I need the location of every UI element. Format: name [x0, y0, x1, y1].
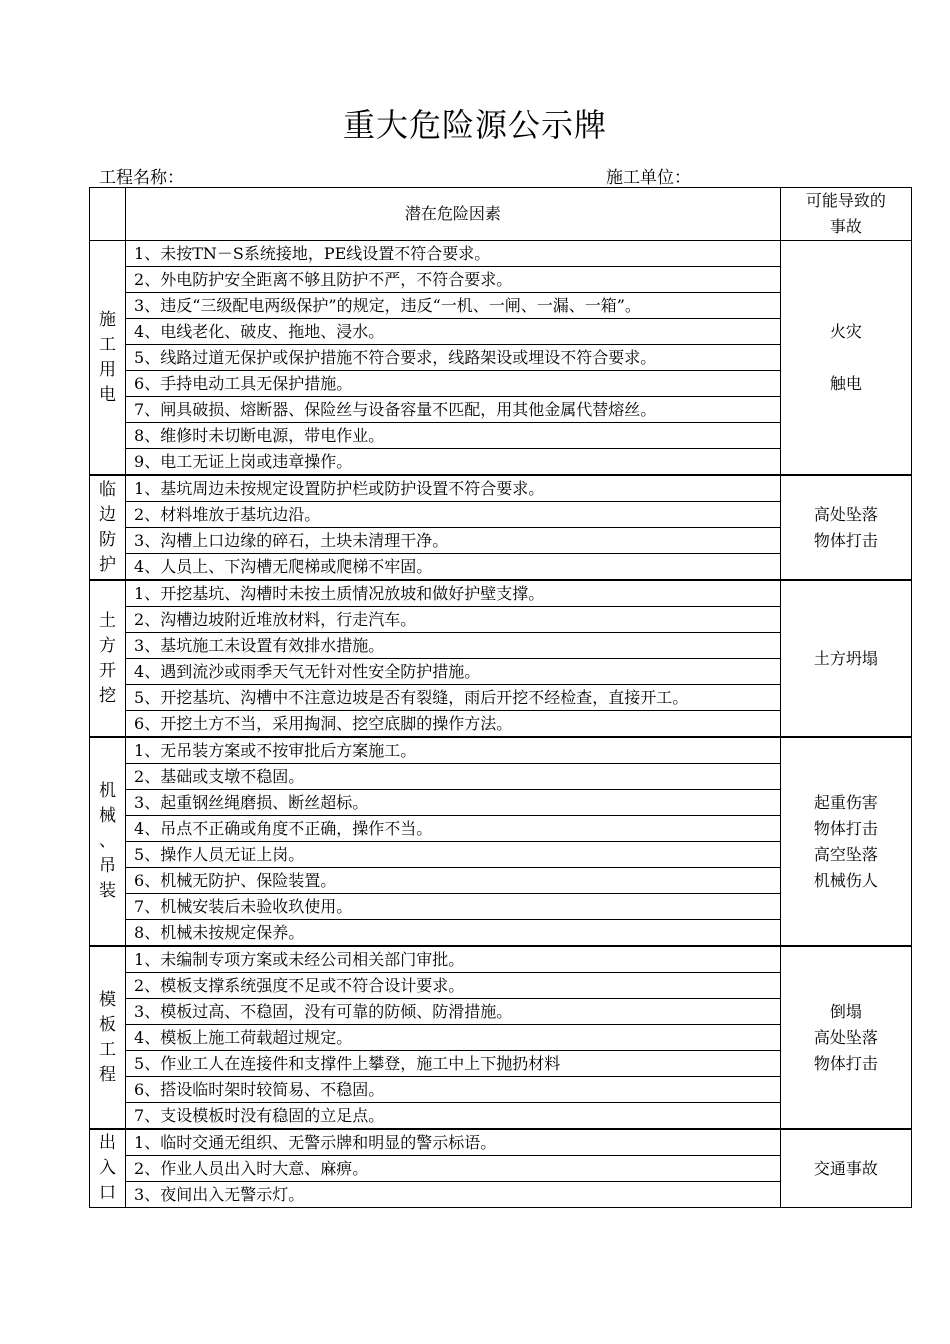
category-char: 口	[99, 1183, 117, 1203]
hazard-item: 3、基坑施工未设置有效排水措施。	[126, 633, 781, 659]
contractor-label: 施工单位：	[606, 168, 691, 188]
hazard-item: 8、维修时未切断电源，带电作业。	[126, 423, 781, 449]
hazard-item: 2、沟槽边坡附近堆放材料，行走汽车。	[126, 607, 781, 633]
hazard-item: 4、人员上、下沟槽无爬梯或爬梯不牢固。	[126, 554, 781, 581]
accident-type: 起重伤害	[813, 792, 878, 812]
category-char: 程	[99, 1064, 117, 1085]
hazard-item: 3、起重钢丝绳磨损、断丝超标。	[126, 790, 781, 816]
accident-type: 倒塌	[829, 1001, 862, 1021]
hazard-item: 6、开挖土方不当，采用掏洞、挖空底脚的操作方法。	[126, 711, 781, 738]
table-row	[90, 946, 912, 973]
hazard-item: 9、电工无证上岗或违章操作。	[126, 449, 781, 476]
accident-cell	[780, 1129, 911, 1208]
category-char: 装	[99, 881, 117, 901]
accident-type: 高处坠落	[813, 1027, 878, 1047]
category-char: 模	[99, 989, 117, 1010]
table-row	[90, 1129, 912, 1156]
accident-type: 物体打击	[813, 818, 878, 838]
category-char: 土	[99, 610, 117, 631]
category-char: 工	[99, 1039, 117, 1060]
hazard-item: 2、材料堆放于基坑边沿。	[126, 502, 781, 528]
project-name-label: 工程名称：	[99, 168, 184, 188]
accident-cell	[780, 580, 911, 737]
category-char: 边	[99, 504, 117, 525]
category-char: 挖	[99, 685, 117, 706]
category-char: 用	[99, 359, 117, 380]
category-char: 施	[99, 309, 117, 330]
accident-type: 机械伤人	[813, 870, 878, 890]
category-char: 电	[99, 384, 117, 405]
hazard-item: 4、遇到流沙或雨季天气无针对性安全防护措施。	[126, 659, 781, 685]
hazard-item: 5、作业工人在连接件和支撑件上攀登，施工中上下抛扔材料	[126, 1051, 781, 1077]
hazard-item: 2、作业人员出入时大意、麻痹。	[126, 1156, 781, 1182]
hazard-item: 1、开挖基坑、沟槽时未按土质情况放坡和做好护壁支撑。	[126, 580, 781, 607]
accident-type: 交通事故	[813, 1158, 878, 1178]
hazard-item: 6、搭设临时架时较简易、不稳固。	[126, 1077, 781, 1103]
hazard-item: 5、操作人员无证上岗。	[126, 842, 781, 868]
hazard-item: 5、开挖基坑、沟槽中不注意边坡是否有裂缝，雨后开挖不经检查，直接开工。	[126, 685, 781, 711]
hazard-item: 7、支设模板时没有稳固的立足点。	[126, 1103, 781, 1130]
table-row	[90, 737, 912, 764]
category-cell	[90, 580, 126, 737]
accident-cell	[780, 241, 911, 476]
hazard-item: 3、夜间出入无警示灯。	[126, 1182, 781, 1208]
hazard-table	[89, 187, 912, 1208]
hazard-item: 1、无吊装方案或不按审批后方案施工。	[126, 737, 781, 764]
hazard-item: 7、闸具破损、熔断器、保险丝与设备容量不匹配，用其他金属代替熔丝。	[126, 397, 781, 423]
hazard-item: 5、线路过道无保护或保护措施不符合要求，线路架设或埋设不符合要求。	[126, 345, 781, 371]
hazard-item: 6、机械无防护、保险装置。	[126, 868, 781, 894]
table-row	[90, 580, 912, 607]
category-cell	[90, 737, 126, 946]
hazard-item: 8、机械未按规定保养。	[126, 920, 781, 947]
hazard-table-body	[90, 188, 912, 1208]
accident-type: 触电	[829, 373, 862, 393]
hazard-item: 4、吊点不正确或角度不正确，操作不当。	[126, 816, 781, 842]
accident-cell	[780, 475, 911, 580]
header-accidents-cell	[780, 188, 911, 241]
category-char: 出	[99, 1133, 117, 1153]
header-accidents-line2: 事故	[829, 217, 862, 236]
category-cell	[90, 475, 126, 580]
hazard-item: 1、未编制专项方案或未经公司相关部门审批。	[126, 946, 781, 973]
hazard-item: 3、违反“三级配电两级保护”的规定，违反“一机、一闸、一漏、一箱”。	[126, 293, 781, 319]
hazard-item: 4、电线老化、破皮、拖地、浸水。	[126, 319, 781, 345]
accident-cell	[780, 737, 911, 946]
category-char: 工	[99, 334, 117, 355]
category-cell	[90, 946, 126, 1129]
category-cell	[90, 241, 126, 476]
hazard-item: 6、手持电动工具无保护措施。	[126, 371, 781, 397]
hazard-item: 1、基坑周边未按规定设置防护栏或防护设置不符合要求。	[126, 475, 781, 502]
category-char: 、	[99, 831, 117, 851]
hazard-item: 1、未按TN－S系统接地，PE线设置不符合要求。	[126, 241, 781, 267]
accident-cell	[780, 946, 911, 1129]
hazard-item: 3、沟槽上口边缘的碎石，土块未清理干净。	[126, 528, 781, 554]
hazard-item: 2、外电防护安全距离不够且防护不严，不符合要求。	[126, 267, 781, 293]
category-char: 护	[99, 554, 117, 575]
accident-type	[781, 345, 911, 371]
hazard-item: 3、模板过高、不稳固，没有可靠的防倾、防滑措施。	[126, 999, 781, 1025]
header-factors-cell: 潜在危险因素	[126, 188, 781, 241]
category-char: 机	[99, 781, 117, 801]
accident-type: 物体打击	[813, 1053, 878, 1073]
category-cell	[90, 1129, 126, 1208]
category-char: 临	[99, 479, 117, 500]
header-accidents-line1: 可能导致的	[805, 191, 886, 210]
hazard-item: 2、基础或支墩不稳固。	[126, 764, 781, 790]
hazard-item: 2、模板支撑系统强度不足或不符合设计要求。	[126, 973, 781, 999]
accident-type: 土方坍塌	[813, 648, 878, 668]
table-row	[90, 241, 912, 267]
table-header-row	[90, 188, 912, 241]
category-char: 防	[99, 529, 117, 550]
hazard-item: 4、模板上施工荷载超过规定。	[126, 1025, 781, 1051]
accident-type: 高空坠落	[813, 844, 878, 864]
accident-type: 火灾	[829, 321, 862, 341]
hazard-item: 1、临时交通无组织、无警示牌和明显的警示标语。	[126, 1129, 781, 1156]
category-char: 吊	[99, 856, 117, 876]
table-row	[90, 475, 912, 502]
category-char: 械	[99, 806, 117, 826]
page-title: 重大危险源公示牌	[342, 106, 607, 144]
category-char: 入	[99, 1158, 117, 1178]
accident-type: 高处坠落	[813, 504, 878, 524]
category-char: 开	[99, 660, 117, 681]
hazard-item: 7、机械安装后未验收玖使用。	[126, 894, 781, 920]
header-category-cell	[90, 188, 126, 241]
category-char: 板	[99, 1014, 117, 1035]
accident-type: 物体打击	[813, 530, 878, 550]
category-char: 方	[99, 635, 117, 656]
